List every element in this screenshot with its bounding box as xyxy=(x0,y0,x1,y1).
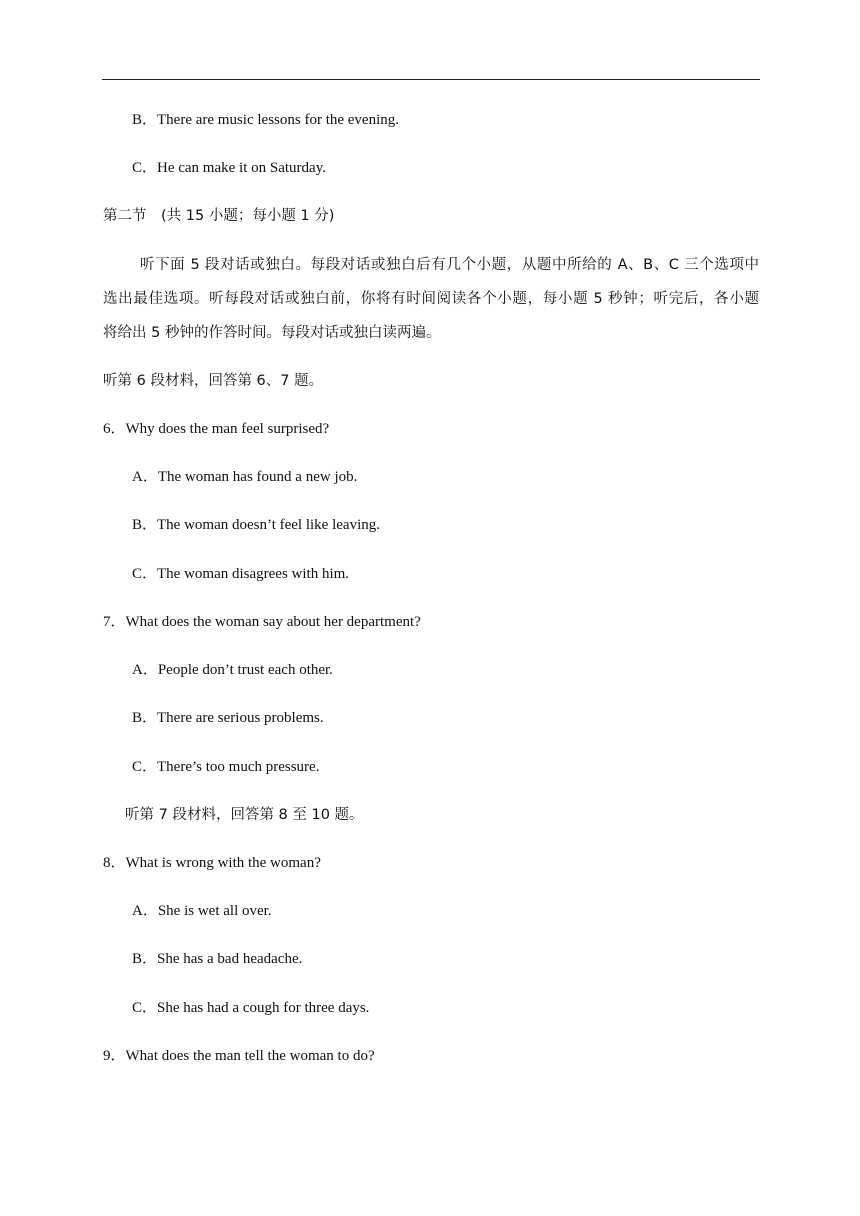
instructions-line-1: 听下面 5 段对话或独白。每段对话或独白后有几个小题，从题中所给的 A、B、C 三个选项中 xyxy=(140,257,759,273)
passage-7-intro: 听第 7 段材料，回答第 8 至 10 题。 xyxy=(125,807,364,823)
question-7-option-a: A．People don’t trust each other. xyxy=(132,662,333,678)
question-7-stem: 7．What does the woman say about her department? xyxy=(103,614,421,630)
question-7-option-c: C．There’s too much pressure. xyxy=(132,759,320,775)
header-rule xyxy=(102,79,760,80)
question-8-option-c: C．She has had a cough for three days. xyxy=(132,1000,370,1016)
question-8-option-b: B．She has a bad headache. xyxy=(132,951,303,967)
question-6-option-b: B．The woman doesn’t feel like leaving. xyxy=(132,517,380,533)
question-6-stem: 6．Why does the man feel surprised? xyxy=(103,421,330,437)
question-9-stem: 9．What does the man tell the woman to do? xyxy=(103,1048,375,1064)
instructions-line-3: 将给出 5 秒钟的作答时间。每段对话或独白读两遍。 xyxy=(103,325,441,341)
q5-option-b: B．There are music lessons for the evening. xyxy=(132,112,400,128)
question-7-option-b: B．There are serious problems. xyxy=(132,710,324,726)
passage-6-intro: 听第 6 段材料，回答第 6、7 题。 xyxy=(103,373,324,389)
section-header: 第二节 (共 15 小题；每小题 1 分) xyxy=(103,208,335,224)
question-6-option-a: A．The woman has found a new job. xyxy=(132,469,358,485)
instructions-line-2: 选出最佳选项。听每段对话或独白前，你将有时间阅读各个小题，每小题 5 秒钟；听完后，各小题 xyxy=(103,291,759,307)
question-6-option-c: C．The woman disagrees with him. xyxy=(132,566,350,582)
question-8-stem: 8．What is wrong with the woman? xyxy=(103,855,321,871)
q5-option-c: C．He can make it on Saturday. xyxy=(132,160,326,176)
question-8-option-a: A．She is wet all over. xyxy=(132,903,272,919)
